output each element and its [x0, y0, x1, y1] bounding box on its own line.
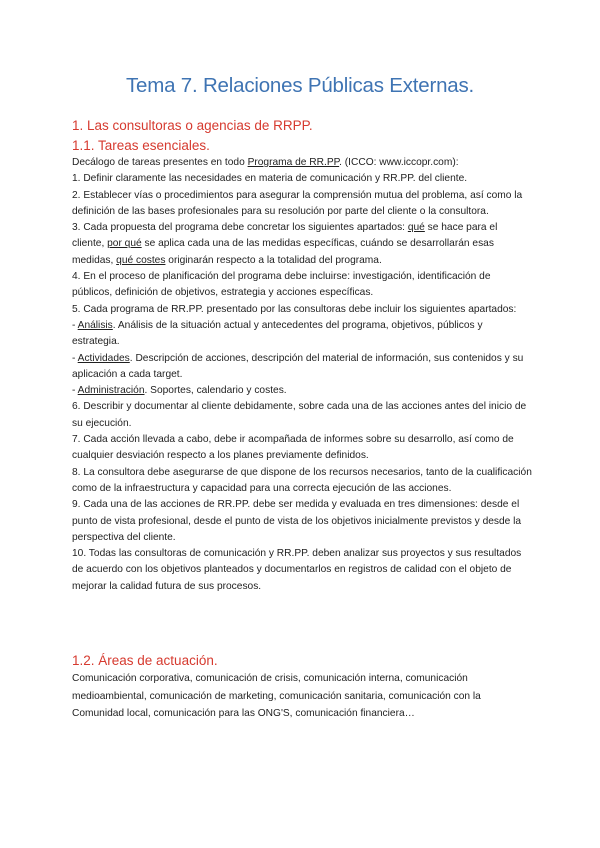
task-item-4: 4. En el proceso de planificación del programa debe incluirse: investigación, identificación de públicos, definición de objetivos, estrategia y acciones específicas.: [72, 271, 491, 299]
task-item-1: 1. Definir claramente las necesidades en materia de comunicación y RR.PP. del cliente.: [72, 173, 468, 185]
subheading-tareas-esenciales: 1.1. Tareas esenciales.: [72, 138, 210, 153]
term-actividades: Actividades: [77, 352, 130, 364]
task-item-10: 10. Todas las consultoras de comunicación y RR.PP. deben analizar sus proyectos y sus resultados de acuerdo con los objetivos planteados y documentarlos en registros de calidad con el objeto de mejorar la calidad futura de sus procesos.: [72, 548, 522, 592]
intro-text: Decálogo de tareas presentes en todo: [72, 157, 248, 168]
item3-term-que: qué: [407, 222, 425, 234]
dash: -: [72, 385, 78, 397]
task-item-3: [72, 220, 532, 269]
item3-text: se hace para el cliente,: [72, 222, 498, 250]
task-item-5: 5. Cada programa de RR.PP. presentado por las consultoras debe incluir los siguientes apartados:: [72, 303, 517, 315]
areas-paragraph: Comunicación corporativa, comunicación de crisis, comunicación interna, comunicación medioambiental, comunicación de marketing, comunicación sanitaria, comunicación con la Comunidad local, comunicación para las ONG'S, comunicación financiera…: [72, 673, 481, 719]
sub-item-text: . Análisis de la situación actual y antecedentes del programa, objetivos, públicos y estrategia.: [72, 319, 483, 348]
intro-text-end: . (ICCO: www.iccopr.com):: [339, 157, 459, 168]
intro-underlined-term: Programa de RR.PP: [247, 157, 340, 168]
areas-body: [72, 670, 532, 723]
task-item-2: 2. Establecer vías o procedimientos para asegurar la comprensión mutua del problema, así como la definición de las bases profesionales para su resolución por parte del cliente o la consultora.: [72, 189, 523, 217]
dash: -: [72, 352, 78, 364]
sub-item-text: . Descripción de acciones, descripción del material de información, sus contenidos y su aplicación a cada target.: [72, 352, 524, 380]
page-title: Tema 7. Relaciones Públicas Externas.: [125, 74, 475, 97]
term-analisis: Análisis: [77, 319, 113, 331]
task-item-7: 7. Cada acción llevada a cabo, debe ir acompañada de informes sobre su desarrollo, así como de cualquier desviación respecto a los planes previamente definidos.: [72, 434, 514, 462]
intro-paragraph: [72, 155, 532, 171]
section-heading-consultoras: 1. Las consultoras o agencias de RRPP.: [72, 118, 313, 133]
term-administracion: Administración: [77, 385, 145, 397]
task-item-6: 6. Describir y documentar al cliente debidamente, sobre cada una de las acciones antes del inicio de su ejecución.: [72, 401, 527, 429]
subheading-areas-actuacion: 1.2. Áreas de actuación.: [72, 653, 218, 668]
item3-text: se aplica cada una de las medidas específicas, cuándo se desarrollarán esas medidas,: [72, 238, 494, 266]
item3-term-por-que: por qué: [107, 238, 142, 250]
item3-text: originarán respecto a la totalidad del programa.: [165, 254, 382, 266]
task-item-5-administracion: [72, 383, 532, 399]
task-item-5-analisis: [72, 318, 532, 351]
task-item-5-actividades: [72, 351, 532, 384]
task-item-8: 8. La consultora debe asegurarse de que dispone de los recursos necesarios, tanto de la cualificación como de la infraestructura y capacidad para una correcta ejecución de las acciones.: [72, 466, 532, 494]
item3-term-que-costes: qué costes: [116, 254, 166, 266]
sub-item-text: . Soportes, calendario y costes.: [144, 385, 287, 397]
tareas-body: [72, 155, 532, 595]
item3-text: 3. Cada propuesta del programa debe concretar los siguientes apartados:: [72, 222, 408, 234]
task-item-9: 9. Cada una de las acciones de RR.PP. debe ser medida y evaluada en tres dimensiones: desde el punto de vista profesional, desde el punto de vista de los objetivos inicialmente previstos y desde la perspectiva del cliente.: [72, 499, 522, 543]
dash: -: [72, 319, 78, 331]
